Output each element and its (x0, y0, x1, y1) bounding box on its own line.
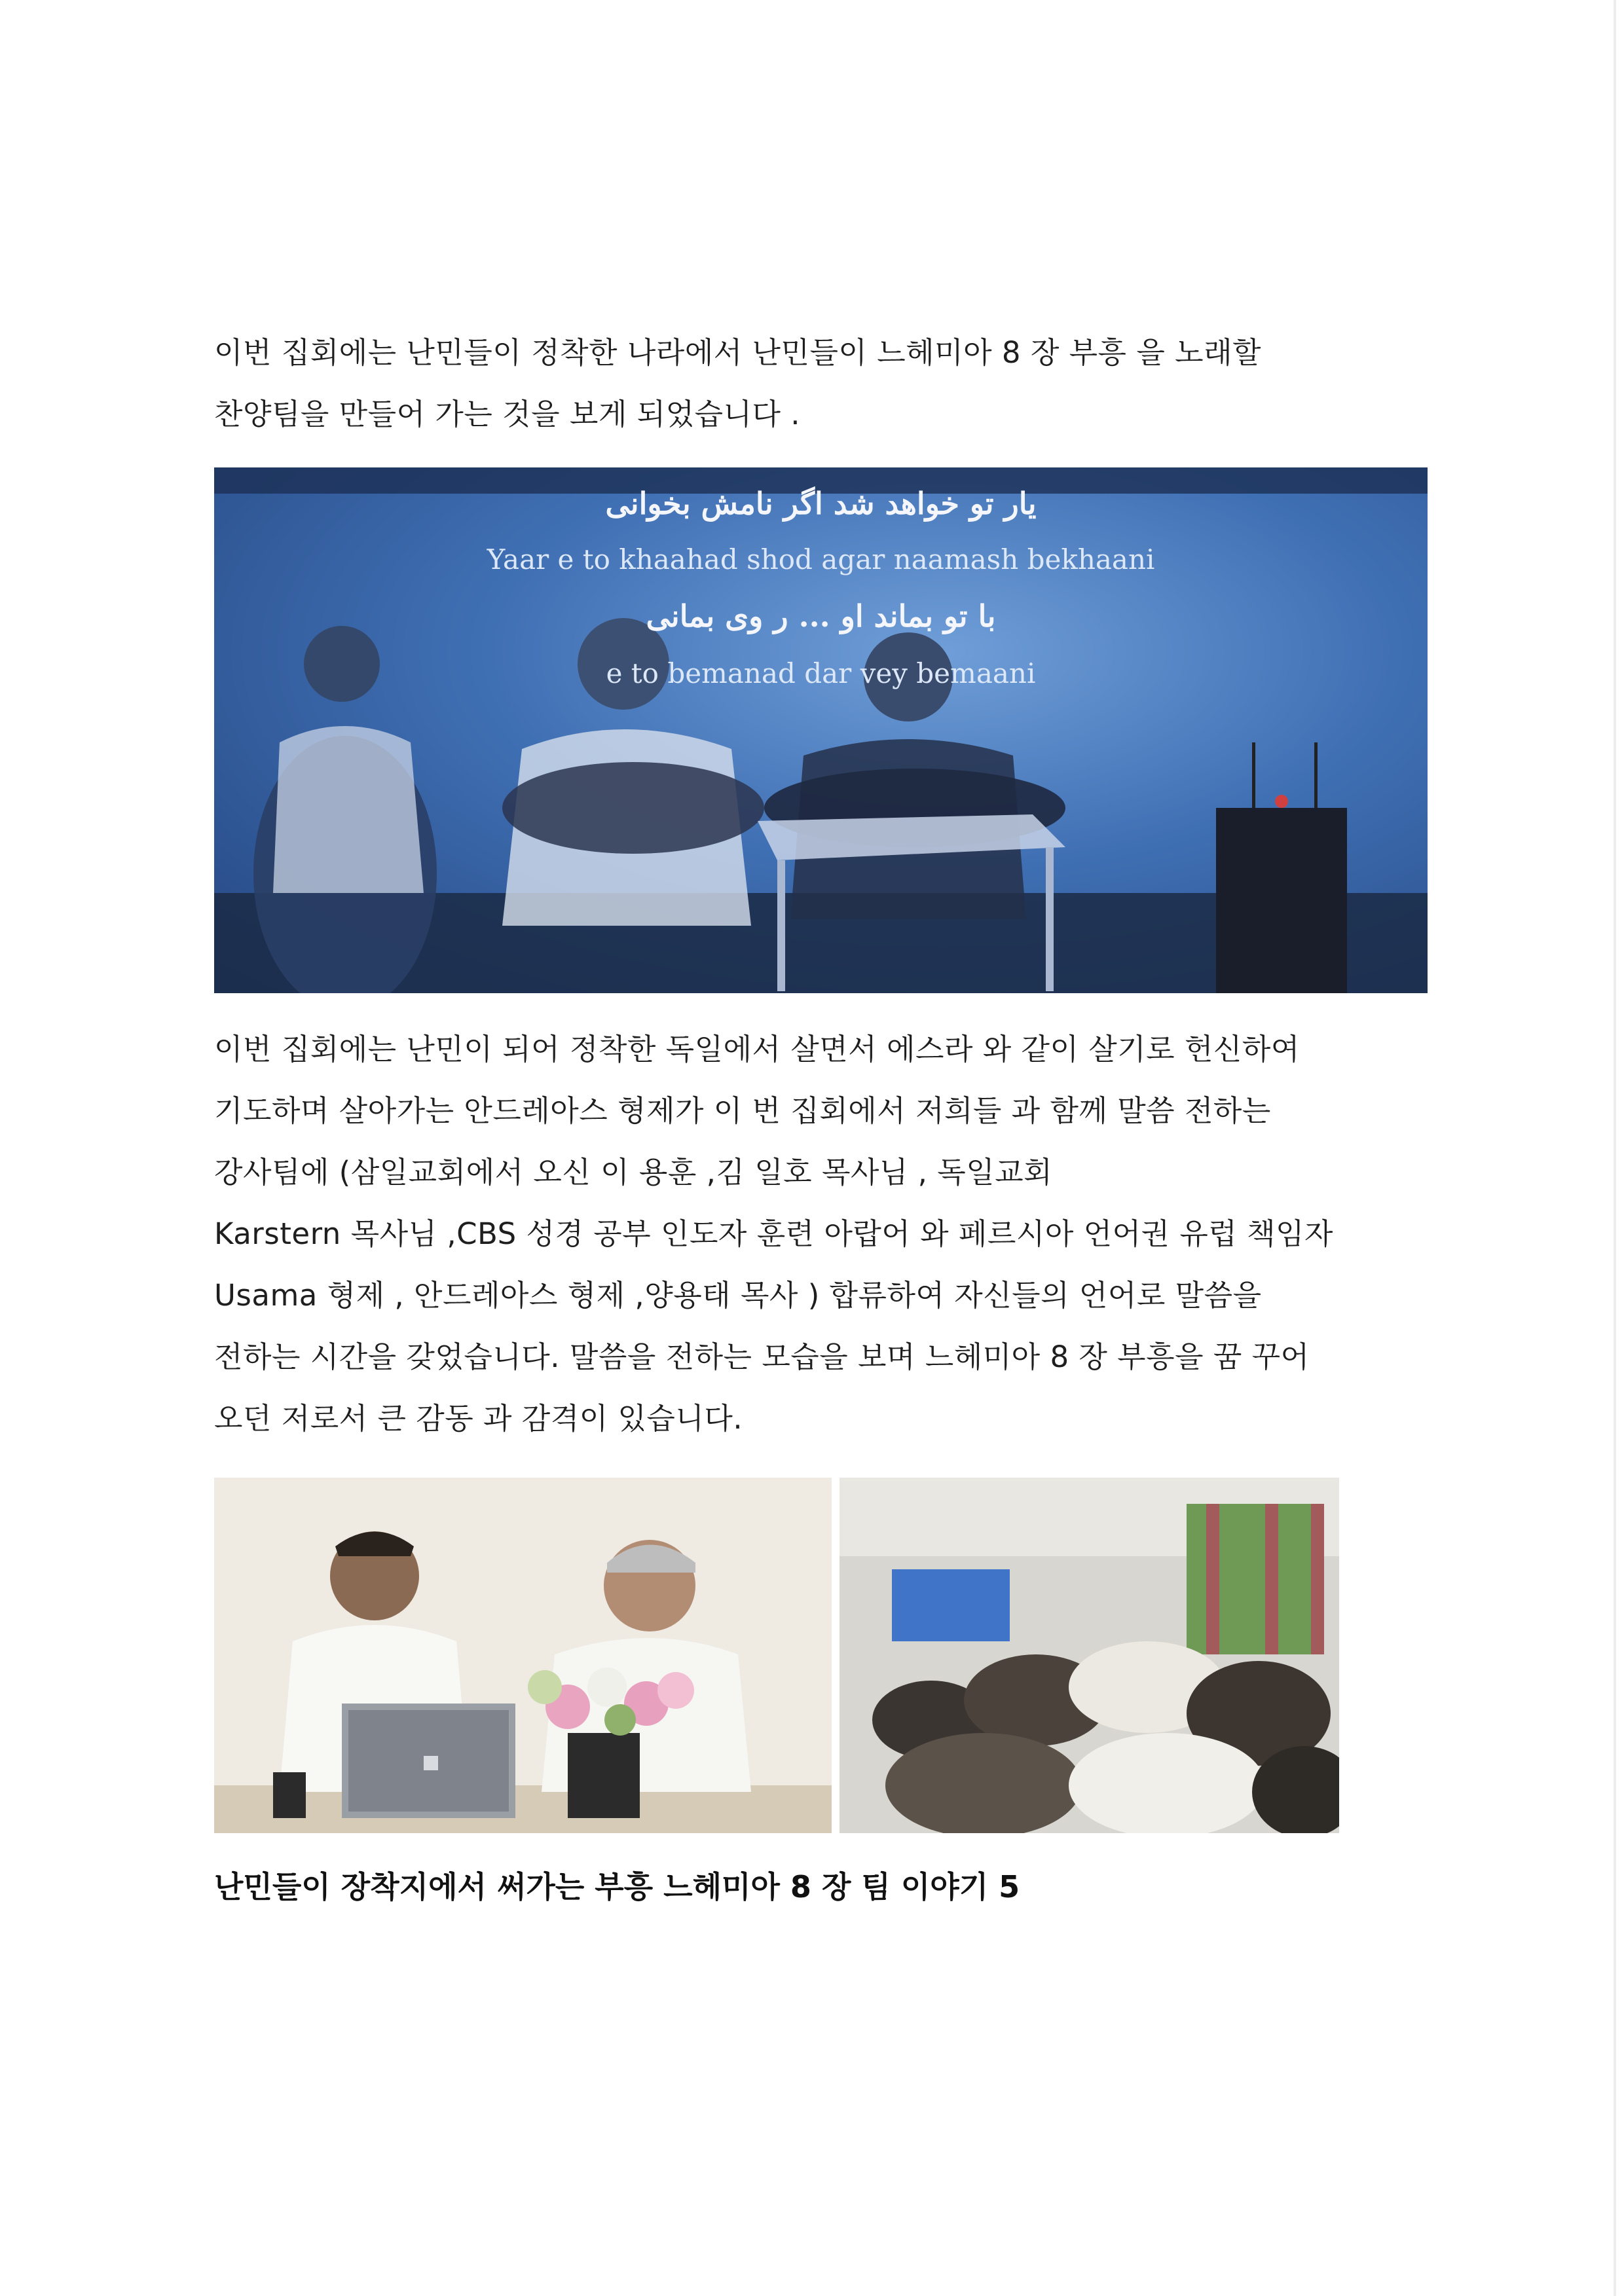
audience-scene (840, 1478, 1339, 1833)
paragraph-line: Usama 형제 , 안드레아스 형제 ,양용태 목사 ) 합류하여 자신들의 언어로 말씀을 (214, 1278, 1262, 1313)
worship-team-photo (214, 467, 1428, 993)
paragraph-line: 오던 저로서 큰 감동 과 감격이 있습니다. (214, 1401, 743, 1436)
paragraph-line: 강사팀에 (삼일교회에서 오신 이 용훈 ,김 일호 목사님 , 독일교회 (214, 1155, 1053, 1190)
main-paragraph (214, 1019, 1412, 1449)
caption-title: 난민들이 장착지에서 써가는 부흥 느헤미아 8 장 팀 이야기 5 (214, 1869, 1020, 1904)
paragraph-line: Karstern 목사님 ,CBS 성경 공부 인도자 훈련 아랍어 와 페르시아 언어권 유럽 책임자 (214, 1216, 1333, 1251)
lyric-line: با تو بماند او ... ر وی بمانی (646, 598, 996, 634)
intro-paragraph (214, 322, 1412, 445)
speakers-scene (214, 1478, 832, 1833)
paragraph-line: 기도하며 살아가는 안드레아스 형제가 이 번 집회에서 저희들 과 함께 말씀 전하는 (214, 1093, 1271, 1128)
speakers-photo (214, 1478, 832, 1833)
paragraph-line: 전하는 시간을 갖었습니다. 말씀을 전하는 모습을 보며 느헤미아 8 장 부흥을 꿈 꾸어 (214, 1339, 1310, 1374)
lyric-line: Yaar e to khaahad shod agar naamash bekhaani (487, 543, 1155, 575)
audience-photo (840, 1478, 1339, 1833)
lyric-line: e to bemanad dar vey bemaani (606, 657, 1036, 689)
paragraph-line: 이번 집회에는 난민들이 정착한 나라에서 난민들이 느헤미아 8 장 부흥 을 노래할 (214, 335, 1262, 370)
paragraph-line: 이번 집회에는 난민이 되어 정착한 독일에서 살면서 에스라 와 같이 살기로 헌신하여 (214, 1032, 1300, 1066)
lyric-line: یار تو خواهد شد اگر نامش بخوانی (605, 486, 1037, 521)
scan-edge (1614, 0, 1616, 2296)
paragraph-line: 찬양팀을 만들어 가는 것을 보게 되었습니다 . (214, 397, 801, 431)
